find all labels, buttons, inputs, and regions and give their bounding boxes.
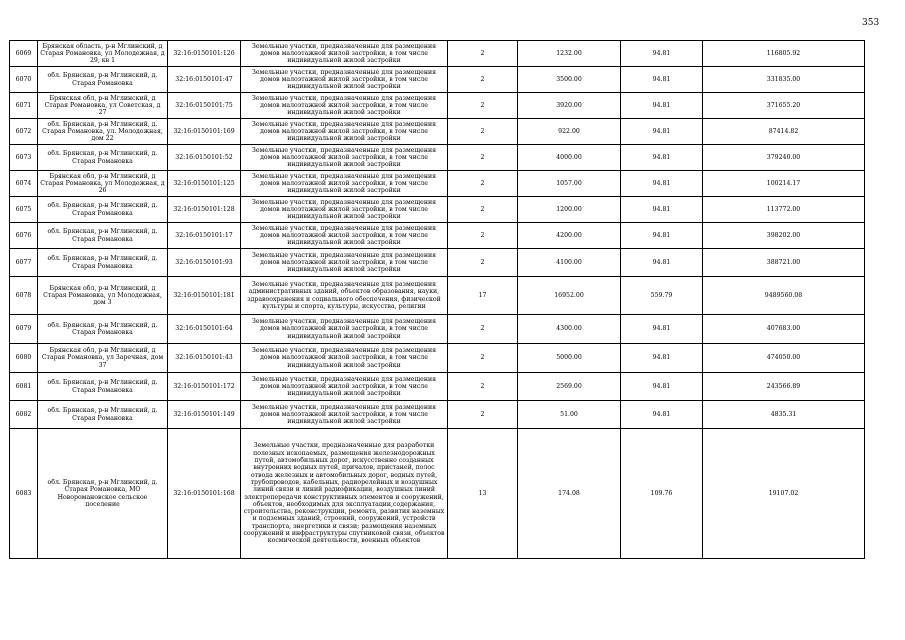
row-land-use: Земельные участки, предназначенные для размещения домов малоэтажной жилой застройки, в том числе индивидуальной жилой застройки — [241, 344, 448, 373]
row-area: 3920.00 — [518, 93, 621, 119]
row-land-use: Земельные участки, предназначенные для размещения домов малоэтажной жилой застройки, в том числе индивидуальной жилой застройки — [241, 249, 448, 277]
row-id: 6075 — [10, 197, 38, 223]
row-id: 6077 — [10, 249, 38, 277]
row-land-use: Земельные участки, предназначенные для размещения домов малоэтажной жилой застройки, в том числе индивидуальной жилой застройки — [241, 315, 448, 344]
row-area: 4300.00 — [518, 315, 621, 344]
row-land-use: Земельные участки, предназначенные для размещения домов малоэтажной жилой застройки, в том числе индивидуальной жилой застройки — [241, 41, 448, 67]
row-land-use: Земельные участки, предназначенные для размещения домов малоэтажной жилой застройки, в том числе индивидуальной жилой застройки — [241, 93, 448, 119]
row-land-use: Земельные участки, предназначенные для размещения домов малоэтажной жилой застройки, в том числе индивидуальной жилой застройки — [241, 145, 448, 171]
row-area: 2569.00 — [518, 373, 621, 401]
row-id: 6083 — [10, 429, 38, 559]
row-cadastral-number: 32:16:0150101:181 — [168, 277, 241, 315]
table-row — [10, 315, 865, 344]
row-address: Брянская обл, р-н Мглинский, д Старая Романовка, ул Молодежная, дом 3 — [38, 277, 168, 315]
row-id: 6078 — [10, 277, 38, 315]
table-row — [10, 93, 865, 119]
row-area: 174.08 — [518, 429, 621, 559]
row-value: 331835.00 — [703, 67, 865, 93]
row-code: 2 — [448, 401, 518, 429]
row-address: обл. Брянская, р-н Мглинский, д. Старая Романовка — [38, 145, 168, 171]
row-land-use: Земельные участки, предназначенные для размещения административных зданий, объектов образования, науки, здравоохранения и социального обеспечения, физической культуры и спорта, культуры, искусства, религии — [241, 277, 448, 315]
row-address: обл. Брянская, р-н Мглинский, д. Старая Романовка, МО Новоромановское сельское поселение — [38, 429, 168, 559]
row-address: Брянская обл, р-н Мглинский, д Старая Романовка, ул Молодежная, д 26 — [38, 171, 168, 197]
row-code: 2 — [448, 145, 518, 171]
row-rate: 559.79 — [621, 277, 703, 315]
row-address: Брянская обл, р-н Мглинский, д Старая Романовка, ул Советская, д 27 — [38, 93, 168, 119]
table-row — [10, 249, 865, 277]
row-cadastral-number: 32:16:0150101:43 — [168, 344, 241, 373]
row-area: 1200.00 — [518, 197, 621, 223]
row-id: 6073 — [10, 145, 38, 171]
table-row — [10, 344, 865, 373]
row-address: обл. Брянская, р-н Мглинский, д. Старая Романовка — [38, 67, 168, 93]
table-row — [10, 223, 865, 249]
row-value: 116805.92 — [703, 41, 865, 67]
row-land-use: Земельные участки, предназначенные для размещения домов малоэтажной жилой застройки, в том числе индивидуальной жилой застройки — [241, 171, 448, 197]
row-rate: 94.81 — [621, 373, 703, 401]
row-id: 6069 — [10, 41, 38, 67]
row-rate: 109.76 — [621, 429, 703, 559]
table-row — [10, 171, 865, 197]
table-row — [10, 373, 865, 401]
table-row — [10, 119, 865, 145]
row-value: 371655.20 — [703, 93, 865, 119]
row-address: обл. Брянская, р-н Мглинский, д. Старая Романовка — [38, 401, 168, 429]
row-area: 3500.00 — [518, 67, 621, 93]
row-rate: 94.81 — [621, 315, 703, 344]
row-value: 87414.82 — [703, 119, 865, 145]
row-cadastral-number: 32:16:0150101:93 — [168, 249, 241, 277]
row-value: 474050.00 — [703, 344, 865, 373]
row-cadastral-number: 32:16:0150101:17 — [168, 223, 241, 249]
row-id: 6081 — [10, 373, 38, 401]
row-cadastral-number: 32:16:0150101:47 — [168, 67, 241, 93]
row-cadastral-number: 32:16:0150101:168 — [168, 429, 241, 559]
row-cadastral-number: 32:16:0150101:125 — [168, 171, 241, 197]
row-area: 4200.00 — [518, 223, 621, 249]
row-value: 9489560.08 — [703, 277, 865, 315]
row-code: 13 — [448, 429, 518, 559]
row-address: обл. Брянская, р-н Мглинский, д. Старая Романовка — [38, 373, 168, 401]
row-value: 100214.17 — [703, 171, 865, 197]
row-id: 6071 — [10, 93, 38, 119]
row-code: 2 — [448, 67, 518, 93]
row-rate: 94.81 — [621, 171, 703, 197]
row-area: 4000.00 — [518, 145, 621, 171]
table-row — [10, 145, 865, 171]
row-rate: 94.81 — [621, 119, 703, 145]
row-address: Брянская область, р-н Мглинский, д Старая Романовка, ул Молодежная, д 29, кв 1 — [38, 41, 168, 67]
table-row — [10, 67, 865, 93]
row-id: 6082 — [10, 401, 38, 429]
row-area: 16952.00 — [518, 277, 621, 315]
row-code: 2 — [448, 171, 518, 197]
row-rate: 94.81 — [621, 249, 703, 277]
table-row — [10, 277, 865, 315]
row-land-use: Земельные участки, предназначенные для размещения домов малоэтажной жилой застройки, в том числе индивидуальной жилой застройки — [241, 223, 448, 249]
row-value: 407683.00 — [703, 315, 865, 344]
row-address: обл. Брянская, р-н Мглинский, д. Старая Романовка — [38, 315, 168, 344]
row-rate: 94.81 — [621, 41, 703, 67]
row-value: 4835.31 — [703, 401, 865, 429]
row-id: 6080 — [10, 344, 38, 373]
row-address: обл. Брянская, р-н Мглинский, д. Старая Романовка — [38, 249, 168, 277]
row-code: 2 — [448, 197, 518, 223]
table-row — [10, 401, 865, 429]
row-code: 2 — [448, 223, 518, 249]
row-value: 243566.89 — [703, 373, 865, 401]
row-id: 6076 — [10, 223, 38, 249]
row-land-use: Земельные участки, предназначенные для размещения домов малоэтажной жилой застройки, в том числе индивидуальной жилой застройки — [241, 197, 448, 223]
row-rate: 94.81 — [621, 197, 703, 223]
land-registry-table — [9, 40, 865, 559]
row-area: 1232.00 — [518, 41, 621, 67]
row-rate: 94.81 — [621, 145, 703, 171]
row-id: 6074 — [10, 171, 38, 197]
row-rate: 94.81 — [621, 344, 703, 373]
row-cadastral-number: 32:16:0150101:128 — [168, 197, 241, 223]
table-row — [10, 197, 865, 223]
table-row — [10, 41, 865, 67]
row-area: 4100.00 — [518, 249, 621, 277]
table-row — [10, 429, 865, 559]
row-cadastral-number: 32:16:0150101:169 — [168, 119, 241, 145]
row-code: 2 — [448, 119, 518, 145]
row-land-use: Земельные участки, предназначенные для размещения домов малоэтажной жилой застройки, в том числе индивидуальной жилой застройки — [241, 119, 448, 145]
page-number: 353 — [862, 18, 880, 28]
row-cadastral-number: 32:16:0150101:126 — [168, 41, 241, 67]
row-rate: 94.81 — [621, 401, 703, 429]
row-cadastral-number: 32:16:0150101:75 — [168, 93, 241, 119]
row-id: 6070 — [10, 67, 38, 93]
row-code: 2 — [448, 41, 518, 67]
row-address: обл. Брянская, р-н Мглинский, д. Старая Романовка — [38, 197, 168, 223]
row-area: 922.00 — [518, 119, 621, 145]
row-cadastral-number: 32:16:0150101:64 — [168, 315, 241, 344]
row-value: 113772.00 — [703, 197, 865, 223]
row-rate: 94.81 — [621, 67, 703, 93]
row-code: 17 — [448, 277, 518, 315]
row-code: 2 — [448, 373, 518, 401]
row-rate: 94.81 — [621, 93, 703, 119]
row-area: 1057.00 — [518, 171, 621, 197]
row-code: 2 — [448, 93, 518, 119]
row-land-use: Земельные участки, предназначенные для разработки полезных ископаемых, размещения железнодорожных путей, автомобильных дорог, искусственно созданных внутренних водных путей, причалов, пристаней, полос отвода железных и автомобильных дорог, водных путей, трубопроводов, кабельных, радиорелейных и воздушных линий связи и линий радиофикации, воздушных линий электропередачи конструктивных элементов и сооружений, объектов, необходимых для эксплуатации,содержания, строительства, реконструкции, ремонта, развития наземных и подземных зданий, строений, сооружений, устройств транспорта, энергетики и связи; размещения наземных сооружений и инфраструктуры спутниковой связи, объектов космической деятельности, военных объектов — [241, 429, 448, 559]
row-land-use: Земельные участки, предназначенные для размещения домов малоэтажной жилой застройки, в том числе индивидуальной жилой застройки — [241, 401, 448, 429]
row-value: 388721.00 — [703, 249, 865, 277]
row-area: 51.00 — [518, 401, 621, 429]
row-cadastral-number: 32:16:0150101:149 — [168, 401, 241, 429]
row-cadastral-number: 32:16:0150101:172 — [168, 373, 241, 401]
row-address: обл. Брянская, р-н Мглинский, д. Старая Романовка, ул. Молодежная, дом 22 — [38, 119, 168, 145]
row-id: 6072 — [10, 119, 38, 145]
row-value: 398202.00 — [703, 223, 865, 249]
row-address: обл. Брянская, р-н Мглинский, д. Старая Романовка — [38, 223, 168, 249]
row-area: 5000.00 — [518, 344, 621, 373]
row-land-use: Земельные участки, предназначенные для размещения домов малоэтажной жилой застройки, в том числе индивидуальной жилой застройки — [241, 67, 448, 93]
row-code: 2 — [448, 249, 518, 277]
row-cadastral-number: 32:16:0150101:52 — [168, 145, 241, 171]
row-code: 2 — [448, 315, 518, 344]
row-code: 2 — [448, 344, 518, 373]
row-value: 379240.00 — [703, 145, 865, 171]
row-address: Брянская обл, р-н Мглинский, д Старая Романовка, ул Заречная, дом 37 — [38, 344, 168, 373]
row-id: 6079 — [10, 315, 38, 344]
row-value: 19107.02 — [703, 429, 865, 559]
row-rate: 94.81 — [621, 223, 703, 249]
row-land-use: Земельные участки, предназначенные для размещения домов малоэтажной жилой застройки, в том числе индивидуальной жилой застройки — [241, 373, 448, 401]
